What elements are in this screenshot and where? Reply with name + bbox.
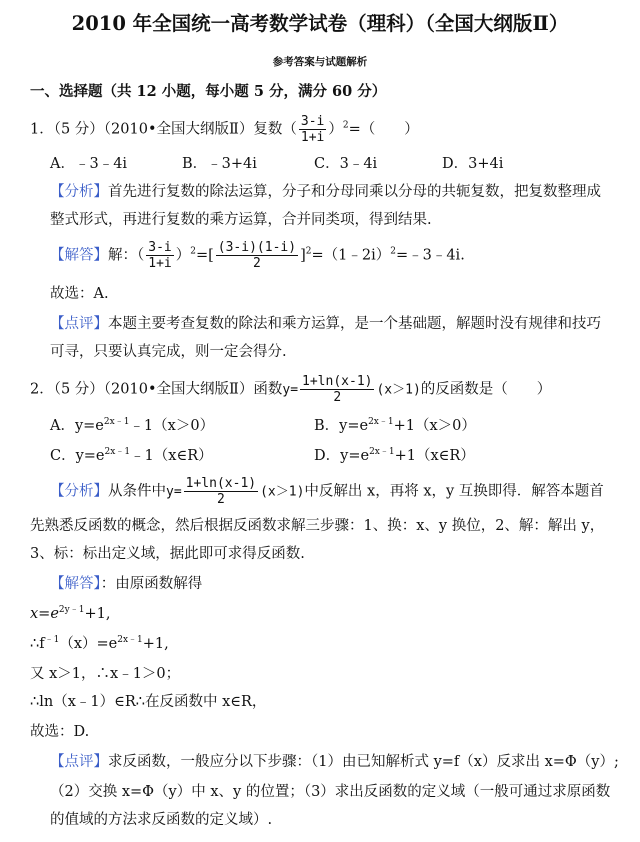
q2-option-c-exp: 2x﹣1 — [104, 447, 131, 457]
q1-stem — [30, 114, 419, 145]
q1-option-d: D．3+4i — [442, 156, 504, 172]
q1-tail2: =（ ） — [348, 121, 419, 138]
q2-option-a-exp: 2x﹣1 — [103, 417, 130, 427]
q2-analysis-3: 3、标：标出定义域，据此即可求得反函数. — [30, 546, 305, 562]
q2-comment-1: 求反函数，一般应分以下步骤：（1）由已知解析式 y=f（x）反求出 x=Φ（y）; — [108, 754, 619, 770]
q2-analysis-post: 中反解出 x，再将 x，y 互换即得．解答本题首 — [304, 483, 604, 500]
q2-option-a-tail: ﹣1（x＞0） — [129, 418, 215, 434]
q1-ans-frac2-den: 2 — [253, 256, 261, 271]
q2-option-b-exp: 2x﹣1 — [368, 417, 394, 427]
q2-comment-tag: 【点评】 — [50, 754, 108, 770]
q2-stem — [30, 374, 551, 405]
q2-option-d — [314, 444, 475, 465]
q1-analysis-2: 整式形式，再进行复数的乘方运算，合并同类项，得到结果. — [50, 212, 432, 228]
q2-fraction — [300, 374, 374, 405]
q2-option-a — [50, 414, 214, 435]
q2-analysis-2: 先熟悉反函数的概念，然后根据反函数求解三步骤：1、换：x、y 换位，2、解：解出 y， — [30, 518, 605, 534]
q2-step-3: 又 x＞1，∴x﹣1＞0； — [30, 666, 181, 682]
q1-ans-end2: =﹣3﹣4i. — [395, 247, 465, 264]
q1-option-b: B．﹣3+4i — [182, 156, 257, 172]
q2-option-c-text: C．y=e — [50, 448, 105, 464]
q2-analysis-tag: 【分析】 — [50, 483, 108, 500]
q1-frac-den: 1+i — [300, 130, 325, 145]
q1-option-a: A．﹣3﹣4i — [50, 156, 128, 172]
q1-comment-tag: 【点评】 — [50, 316, 108, 332]
q2-step-4: ∴ln（x﹣1）∈R∴在反函数中 x∈R， — [30, 694, 267, 710]
q1-ans-sq: 2 — [190, 246, 196, 257]
q1-ans-mid: ） — [175, 247, 191, 264]
q2-analysis — [50, 476, 604, 507]
q1-answer — [50, 240, 465, 271]
q1-tail: ） — [328, 121, 343, 138]
q2-analysis-fraction — [184, 476, 258, 507]
q1-analysis-1: 首先进行复数的除法运算，分子和分母同乘以分母的共轭复数，把复数整理成 — [108, 184, 601, 200]
q2-analysis-frac-num: 1+ln(x-1) — [185, 476, 257, 491]
q2-comment-2: （2）交换 x=Φ（y）中 x、y 的位置；（3）求出反函数的定义域（一般可通过求原函数 — [50, 784, 611, 800]
q1-fraction — [299, 114, 326, 145]
q2-option-d-exp: 2x﹣1 — [369, 447, 395, 457]
page-subtitle: 参考答案与试题解析 — [272, 56, 368, 68]
q2-option-b-tail: +1（x＞0） — [393, 418, 476, 434]
q1-answer-pre: 解：（ — [108, 247, 145, 264]
q2-step-1-pre: x=e — [30, 606, 59, 622]
q2-comment-3: 的值域的方法求反函数的定义域）. — [50, 812, 273, 828]
q2-option-b-text: B．y=e — [314, 418, 369, 434]
q2-step-1-post: +1, — [84, 606, 111, 622]
q2-option-c — [50, 444, 213, 465]
q2-analysis-cond: (x＞1) — [260, 484, 305, 500]
q2-tail: 的反函数是（ ） — [420, 381, 552, 398]
q1-answer-tag: 【解答】 — [50, 247, 108, 264]
q2-frac-den: 2 — [333, 390, 342, 405]
section-heading: 一、选择题（共 12 小题，每小题 5 分，满分 60 分） — [30, 83, 387, 100]
q1-ans-frac1-num: 3-i — [148, 240, 172, 255]
q1-choose: 故选：A. — [50, 286, 109, 302]
q1-frac-num: 3-i — [300, 114, 325, 129]
q2-step-1-exp: 2y﹣1 — [58, 605, 85, 615]
q2-option-a-text: A．y=e — [50, 418, 104, 434]
q2-head: 2．（5 分）（2010•全国大纲版Ⅱ）函数 — [30, 381, 283, 398]
page-title: 2010 年全国统一高考数学试卷（理科）（全国大纲版Ⅱ） — [71, 12, 569, 35]
q2-analysis-y-eq: y= — [166, 484, 182, 500]
q1-ans-frac2 — [216, 240, 298, 271]
q2-answer-tag: 【解答】 — [50, 576, 101, 592]
q1-ans-end: =（1﹣2i） — [311, 247, 391, 264]
q1-ans-frac1-den: 1+i — [148, 256, 172, 271]
q2-step-2-mid: （x）=e — [59, 636, 118, 652]
q1-comment — [50, 314, 601, 334]
q2-comment — [50, 752, 619, 772]
q2-option-d-text: D．y=e — [314, 448, 370, 464]
q1-ans-eq: =[ — [195, 247, 214, 264]
q1-ans-post: ] — [300, 247, 306, 264]
q2-answer — [50, 574, 202, 594]
q1-analysis — [50, 182, 601, 202]
q1-comment-1: 本题主要考查复数的除法和乘方运算，是一个基础题，解题时没有规律和技巧 — [108, 316, 601, 332]
q2-answer-1: ：由原函数解得 — [100, 576, 203, 592]
q2-step-2-exp1: ﹣1 — [44, 635, 60, 645]
q2-step-1 — [30, 604, 110, 624]
q1-comment-2: 可寻，只要认真完成，则一定会得分. — [50, 344, 287, 360]
q2-analysis-frac-den: 2 — [216, 492, 225, 507]
q2-y-eq: y= — [282, 382, 299, 398]
q2-frac-num: 1+ln(x-1) — [302, 374, 373, 389]
q1-ans-end-sq: 2 — [390, 246, 396, 257]
q1-analysis-tag: 【分析】 — [50, 184, 108, 200]
q2-condition: (x＞1) — [376, 382, 421, 398]
q2-step-2 — [30, 634, 169, 654]
q2-analysis-pre: 从条件中 — [108, 483, 166, 500]
q1-ans-frac2-num: (3-i)(1-i) — [217, 240, 297, 255]
q2-step-2-pre: ∴f — [30, 636, 45, 652]
q1-option-c: C．3﹣4i — [314, 156, 378, 172]
q2-option-b — [314, 414, 476, 435]
q1-head: 1．（5 分）（2010•全国大纲版Ⅱ）复数（ — [30, 121, 297, 138]
q2-option-d-tail: +1（x∈R） — [394, 448, 475, 464]
q2-step-2-exp2: 2x﹣1 — [117, 635, 143, 645]
q2-step-2-post: +1, — [142, 636, 169, 652]
q2-choose: 故选：D. — [30, 724, 90, 740]
q2-option-c-tail: ﹣1（x∈R） — [130, 448, 213, 464]
q1-ans-post-sq: 2 — [305, 246, 312, 257]
q1-ans-frac1 — [146, 240, 173, 271]
q1-square: 2 — [342, 120, 349, 131]
